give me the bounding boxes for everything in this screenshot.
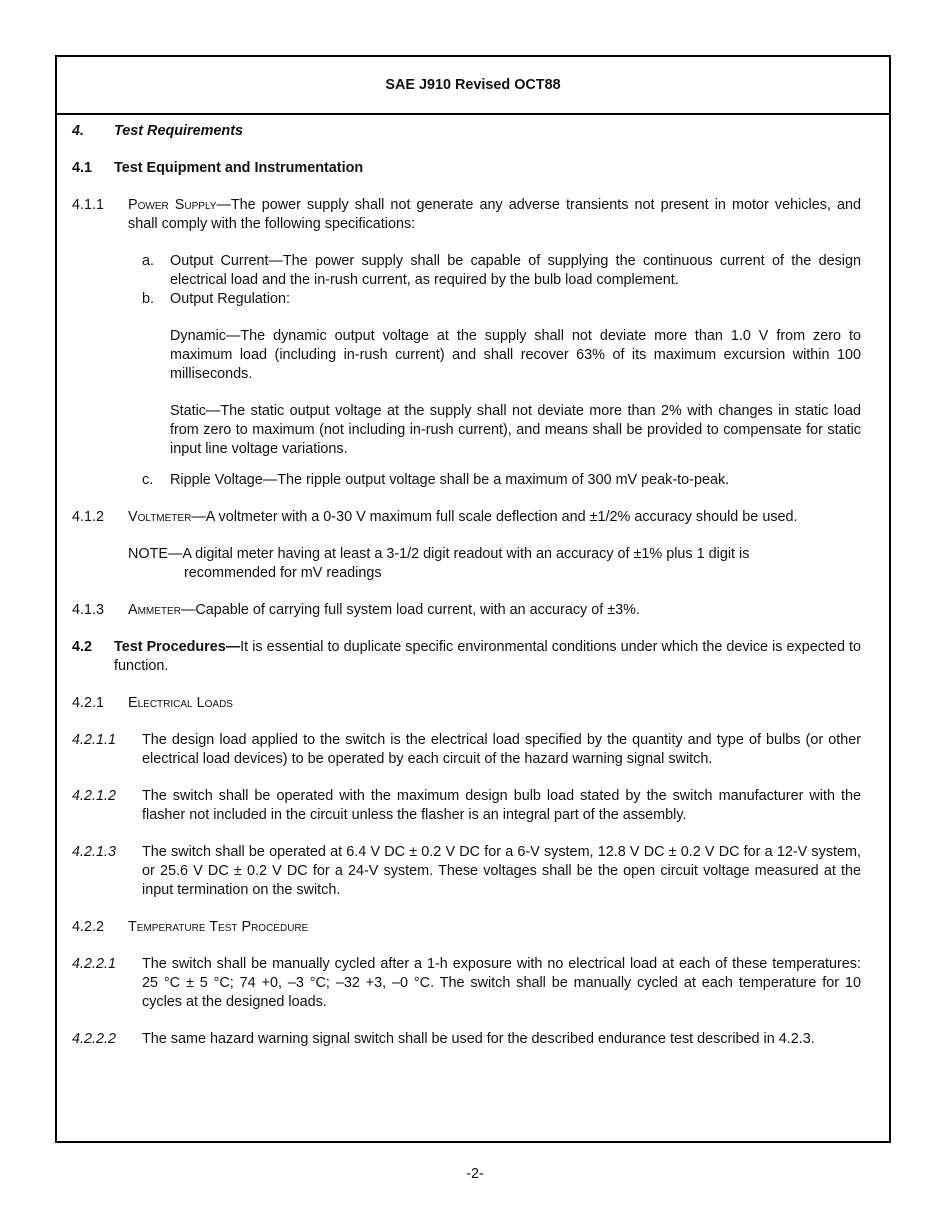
section-text: The switch shall be manually cycled after a 1-h exposure with no electrical load at each of these temperatures: 25 °C ± 5 °C; 74 +0, –3 °C; –32 +3, –0 °C. The switch shall be manually cycled at each temperature for 10 cycles at the designed loads. [142, 956, 861, 1010]
section-title: Test Requirements [114, 123, 244, 139]
section-number: 4.2.1.3 [72, 844, 117, 860]
section-text [128, 601, 861, 620]
section-label: Temperature Test Procedure [128, 919, 309, 935]
section-body: —The power supply shall not generate any adverse transients not present in motor vehicles, and shall comply with the following specifications: [128, 197, 861, 232]
list-text: Output Current—The power supply shall be capable of supplying the continuous current of the design electrical load and the in-rush current, as required by the bulb load complement. [170, 253, 861, 288]
section-title: Test Procedures— [114, 639, 241, 655]
list-marker: a. [142, 253, 155, 269]
section-4-1-2 [72, 508, 861, 527]
note-text: NOTE—A digital meter having at least a 3-1/2 digit readout with an accuracy of ±1% plus 1 digit is [128, 546, 750, 562]
section-label: Ammeter [128, 602, 181, 618]
section-number: 4.2.1.2 [72, 788, 117, 804]
section-text [114, 638, 861, 676]
section-4-2-2 [72, 918, 861, 937]
section-text: The design load applied to the switch is the electrical load specified by the quantity and type of bulbs (or other electrical load devices) to be operated by each circuit of the hazard warning signal switch. [142, 732, 861, 767]
section-4-1-1 [72, 196, 861, 234]
section-number: 4.2.2.2 [72, 1031, 117, 1047]
section-text [128, 196, 861, 234]
dynamic-regulation-text: Dynamic—The dynamic output voltage at the supply shall not deviate more than 1.0 V from zero to maximum load (including in-rush current) and shall recover 63% of its maximum excursion within 100 milliseconds. [170, 328, 861, 382]
section-body: It is essential to duplicate specific environmental conditions under which the device is expected to function. [114, 639, 862, 674]
document-body [72, 122, 861, 1049]
section-number: 4.2.2.1 [72, 956, 117, 972]
section-number: 4.2 [72, 639, 93, 655]
section-body: —A voltmeter with a 0-30 V maximum full scale deflection and ±1/2% accuracy should be used. [191, 509, 798, 525]
section-number: 4. [72, 123, 85, 139]
list-item-b [142, 290, 861, 309]
section-4-2-1 [72, 694, 861, 713]
list-marker: b. [142, 291, 155, 307]
list-marker: c. [142, 472, 154, 488]
section-text: The same hazard warning signal switch shall be used for the described endurance test described in 4.2.3. [142, 1031, 815, 1047]
section-body: —Capable of carrying full system load current, with an accuracy of ±3%. [180, 602, 640, 618]
page-number: -2- [466, 1166, 484, 1182]
section-label: Power Supply [128, 197, 217, 213]
section-number: 4.2.1.1 [72, 732, 117, 748]
note-continuation: recommended for mV readings [184, 565, 382, 581]
section-4 [72, 122, 861, 141]
section-4-2-2-2 [72, 1030, 861, 1049]
section-4-2-1-2 [72, 787, 861, 825]
section-number: 4.1.2 [72, 509, 105, 525]
section-number: 4.1 [72, 160, 93, 176]
section-number: 4.1.1 [72, 197, 105, 213]
section-4-2 [72, 638, 861, 676]
section-label: Electrical Loads [128, 695, 233, 711]
list-text: Output Regulation: [170, 291, 291, 307]
header-title: SAE J910 Revised OCT88 [385, 77, 561, 93]
section-title: Test Equipment and Instrumentation [114, 160, 364, 176]
section-text [128, 508, 861, 527]
section-label: Voltmeter [128, 509, 192, 525]
section-number: 4.2.1 [72, 695, 105, 711]
page-frame [55, 55, 891, 1143]
section-4-2-1-3 [72, 843, 861, 900]
list-item-c [142, 471, 861, 490]
section-4-1 [72, 159, 861, 178]
list-item-a [142, 252, 861, 290]
list-text: Ripple Voltage—The ripple output voltage shall be a maximum of 300 mV peak-to-peak. [170, 472, 730, 488]
section-text: The switch shall be operated at 6.4 V DC ± 0.2 V DC for a 6-V system, 12.8 V DC ± 0.2 V DC for a 12-V system, or 25.6 V DC ± 0.2 V DC for a 24-V system. These voltages shall be the open circuit voltage measured at the input termination on the switch. [142, 844, 861, 898]
section-text: The switch shall be operated with the maximum design bulb load stated by the switch manufacturer with the flasher not included in the circuit unless the flasher is an integral part of the assembly. [142, 788, 861, 823]
section-4-2-2-1 [72, 955, 861, 1012]
section-number: 4.2.2 [72, 919, 105, 935]
section-number: 4.1.3 [72, 602, 105, 618]
document-header [57, 57, 889, 115]
static-regulation-text: Static—The static output voltage at the supply shall not deviate more than 2% with changes in static load from zero to maximum (not including in-rush current), and means shall be provided to compensate for static input line voltage variations. [170, 403, 861, 457]
section-4-2-1-1 [72, 731, 861, 769]
section-4-1-3 [72, 601, 861, 620]
